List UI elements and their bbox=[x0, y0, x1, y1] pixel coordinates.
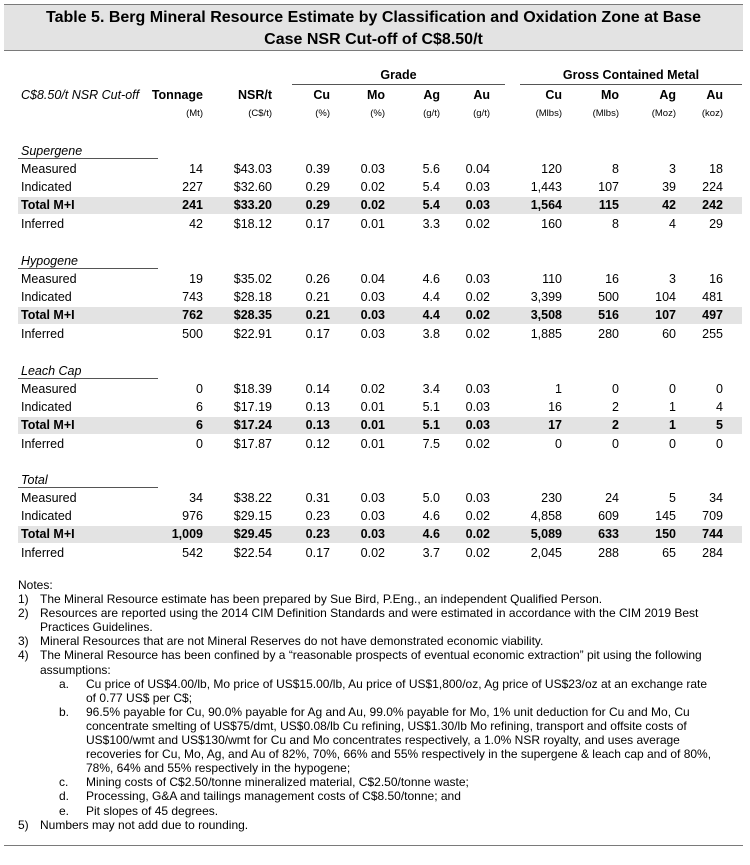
note-text: US$100/wmt and US$130/wmt for Cu and Mo concentrates respectively, a 1.0% NSR royalty, and uses average bbox=[86, 733, 680, 748]
table-cell: 0.03 bbox=[360, 308, 385, 323]
table-cell: 29 bbox=[709, 216, 723, 231]
table-cell: 0 bbox=[612, 382, 619, 396]
notes-heading: Notes: bbox=[18, 578, 53, 592]
table-cell: 224 bbox=[702, 180, 723, 195]
table-cell: 4.6 bbox=[422, 527, 440, 542]
table-cell: 0.26 bbox=[305, 272, 330, 286]
table-cell: 4,858 bbox=[530, 509, 562, 524]
table-cell: 5.0 bbox=[422, 491, 440, 505]
note-text: Resources are reported using the 2014 CIM Definition Standards and were estimated in accordance with the CIM 2019 Best bbox=[40, 606, 699, 621]
table-cell: 18 bbox=[709, 162, 723, 176]
table-cell: 0.13 bbox=[305, 418, 330, 433]
column-header: NSR/t bbox=[237, 88, 272, 102]
table-cell: 0.12 bbox=[305, 436, 330, 451]
note-text: Cu price of US$4.00/lb, Mo price of US$15.00/lb, Au price of US$1,800/oz, Ag price of US$23/oz at an exchange rate bbox=[86, 676, 708, 691]
table-cell: 0.02 bbox=[465, 509, 490, 524]
table-cell: 762 bbox=[182, 308, 203, 323]
table-cell: 34 bbox=[189, 491, 203, 505]
table-cell: 0 bbox=[716, 382, 723, 396]
table-cell: 0 bbox=[716, 436, 723, 451]
table-cell: 110 bbox=[542, 272, 562, 286]
table-cell: 516 bbox=[598, 308, 619, 323]
note-marker: a. bbox=[59, 676, 70, 691]
table-cell: 7.5 bbox=[422, 436, 440, 451]
table-cell: 0.02 bbox=[465, 436, 490, 451]
table-cell: 19 bbox=[189, 272, 203, 286]
table-cell: 0.03 bbox=[465, 491, 490, 505]
column-header: Au bbox=[706, 88, 723, 102]
table-cell: 5.1 bbox=[422, 418, 440, 433]
note-line bbox=[18, 719, 743, 733]
row-label: Measured bbox=[21, 272, 77, 286]
table-cell: 3.3 bbox=[422, 216, 440, 231]
table-cell: 0.04 bbox=[465, 162, 490, 176]
table-cell: 0.39 bbox=[305, 162, 330, 176]
table-cell: $29.15 bbox=[233, 509, 272, 524]
table-title-line-2: Case NSR Cut-off of C$8.50/t bbox=[264, 31, 483, 48]
note-text: Mining costs of C$2.50/tonne mineralized material, C$2.50/tonne waste; bbox=[86, 775, 469, 790]
table-cell: 288 bbox=[598, 545, 619, 560]
table-cell: 0.17 bbox=[305, 216, 330, 231]
table-cell: 0.23 bbox=[305, 509, 330, 524]
table-cell: $17.19 bbox=[233, 400, 272, 415]
note-marker: d. bbox=[59, 789, 70, 804]
table-cell: 0.17 bbox=[305, 326, 330, 341]
table-cell: 0.17 bbox=[305, 545, 330, 560]
table-cell: 4 bbox=[669, 216, 676, 231]
note-text: assumptions: bbox=[40, 662, 111, 677]
table-cell: 5.6 bbox=[422, 162, 440, 176]
note-text: Numbers may not add due to rounding. bbox=[40, 817, 249, 832]
table-cell: 16 bbox=[709, 272, 723, 286]
table-cell: 0.02 bbox=[360, 382, 385, 396]
table-cell: 255 bbox=[702, 326, 723, 341]
table-cell: 633 bbox=[598, 527, 619, 542]
table-cell: 3,399 bbox=[530, 290, 562, 305]
table-cell: 0.04 bbox=[360, 272, 385, 286]
table-cell: 0.02 bbox=[465, 527, 490, 542]
table-title bbox=[4, 4, 743, 51]
row-label: Total M+I bbox=[21, 527, 75, 542]
table-cell: 0 bbox=[555, 436, 562, 451]
row-label: Indicated bbox=[21, 400, 72, 415]
table-cell: 8 bbox=[612, 162, 619, 176]
table-cell: 4.4 bbox=[422, 290, 440, 305]
note-line bbox=[18, 592, 743, 606]
column-header: Ag bbox=[423, 88, 440, 102]
table-cell: $28.18 bbox=[233, 290, 272, 305]
table-cell: 0.02 bbox=[465, 290, 490, 305]
table-cell: $22.54 bbox=[233, 545, 272, 560]
note-text: recoveries for Cu, Mo, Ag, and Au of 82%, 70%, 66% and 55% respectively in the supergene & leach cap and of 80%, bbox=[86, 747, 712, 762]
table-cell: 0.02 bbox=[465, 216, 490, 231]
table-cell: 4.6 bbox=[422, 509, 440, 524]
table-cell: 0.03 bbox=[465, 418, 490, 433]
column-header: Mo bbox=[366, 88, 385, 102]
grade-group-rule bbox=[292, 84, 505, 85]
note-marker: c. bbox=[59, 775, 69, 790]
section-rule bbox=[18, 378, 158, 379]
table-cell: 120 bbox=[541, 162, 562, 176]
table-cell: 60 bbox=[662, 326, 676, 341]
table-cell: 280 bbox=[598, 326, 619, 341]
table-cell: $43.03 bbox=[233, 162, 272, 176]
table-cell: 1,009 bbox=[171, 527, 203, 542]
table-cell: 0 bbox=[669, 436, 676, 451]
table-cell: 6 bbox=[196, 418, 203, 433]
note-line bbox=[18, 691, 743, 705]
table-cell: $17.24 bbox=[233, 418, 272, 433]
table-cell: 0.03 bbox=[465, 382, 490, 396]
bottom-rule bbox=[4, 845, 743, 846]
column-unit: (koz) bbox=[701, 108, 723, 119]
table-cell: 1,885 bbox=[530, 326, 562, 341]
note-marker: 2) bbox=[18, 606, 29, 621]
row-label: Indicated bbox=[21, 509, 72, 524]
table-cell: 3 bbox=[669, 272, 676, 286]
note-line bbox=[18, 648, 743, 662]
table-cell: $28.35 bbox=[233, 308, 272, 323]
column-unit: (g/t) bbox=[423, 108, 440, 119]
note-text: concentrate smelting of US$75/dmt, US$0.08/lb Cu refining, US$1.30/lb Mo refining, transport and offsite costs of bbox=[86, 718, 687, 733]
column-unit: (%) bbox=[315, 108, 330, 119]
table-cell: 481 bbox=[702, 290, 723, 305]
table-cell: 0.02 bbox=[465, 545, 490, 560]
table-cell: 5.4 bbox=[422, 180, 440, 195]
row-label: Measured bbox=[21, 162, 77, 176]
column-header: Ag bbox=[659, 88, 676, 102]
row-label: Total M+I bbox=[21, 308, 75, 323]
table-cell: 230 bbox=[541, 491, 562, 505]
note-text: 78%, 64% and 55% respectively in the hypogene; bbox=[86, 761, 351, 776]
table-title-line-1: Table 5. Berg Mineral Resource Estimate by Classification and Oxidation Zone at Base bbox=[46, 9, 701, 26]
table-cell: 107 bbox=[598, 180, 619, 195]
column-unit: (Moz) bbox=[651, 108, 676, 119]
table-cell: 744 bbox=[702, 527, 723, 542]
row-label: Inferred bbox=[21, 326, 65, 341]
table-cell: 0.03 bbox=[465, 272, 490, 286]
note-line bbox=[18, 789, 743, 803]
row-label: Total M+I bbox=[21, 418, 75, 433]
column-unit: (Mlbs) bbox=[535, 108, 562, 119]
column-header: Cu bbox=[545, 88, 562, 102]
table-cell: 241 bbox=[182, 198, 203, 213]
note-text: The Mineral Resource estimate has been prepared by Sue Bird, P.Eng., an independent Qualified Person. bbox=[40, 592, 603, 607]
section-heading: Leach Cap bbox=[21, 364, 82, 378]
section-rule bbox=[18, 158, 158, 159]
table-cell: 34 bbox=[709, 491, 723, 505]
table-cell: 115 bbox=[598, 198, 619, 213]
table-cell: 0.13 bbox=[305, 400, 330, 415]
note-text: of 0.77 US$ per C$; bbox=[86, 690, 193, 705]
note-line bbox=[18, 818, 743, 832]
note-text: 96.5% payable for Cu, 90.0% payable for Ag and Au, 99.0% payable for Mo, 1% unit deduction for Cu and Mo, Cu bbox=[86, 704, 690, 719]
note-line bbox=[18, 677, 743, 691]
row-label: Inferred bbox=[21, 216, 65, 231]
table-cell: 2 bbox=[612, 418, 619, 433]
table-cell: 0 bbox=[196, 382, 203, 396]
table-cell: 0.29 bbox=[305, 180, 330, 195]
note-line bbox=[18, 747, 743, 761]
row-label: Measured bbox=[21, 382, 77, 396]
table-cell: 104 bbox=[655, 290, 676, 305]
note-text: The Mineral Resource has been confined by a “reasonable prospects of eventual economic extraction” pit using the following bbox=[40, 648, 702, 663]
table-cell: 0 bbox=[196, 436, 203, 451]
note-text: Pit slopes of 45 degrees. bbox=[86, 803, 219, 818]
note-line bbox=[18, 804, 743, 818]
table-cell: 5,089 bbox=[530, 527, 562, 542]
grade-group-header: Grade bbox=[380, 68, 417, 82]
table-cell: 0.23 bbox=[305, 527, 330, 542]
table-cell: 5 bbox=[669, 491, 676, 505]
table-cell: 0.03 bbox=[360, 527, 385, 542]
table-cell: 500 bbox=[598, 290, 619, 305]
column-header: Tonnage bbox=[151, 88, 203, 102]
table-cell: 3.4 bbox=[422, 382, 440, 396]
table-cell: 0.02 bbox=[360, 198, 385, 213]
table-cell: 42 bbox=[662, 198, 676, 213]
table-cell: 0.01 bbox=[360, 418, 385, 433]
table-cell: 0.02 bbox=[360, 180, 385, 195]
note-line bbox=[18, 634, 743, 648]
table-cell: 609 bbox=[598, 509, 619, 524]
table-cell: 160 bbox=[541, 216, 562, 231]
table-cell: 0.03 bbox=[360, 491, 385, 505]
row-label-header: C$8.50/t NSR Cut-off bbox=[21, 88, 140, 102]
row-label: Inferred bbox=[21, 545, 65, 560]
table-cell: 0.03 bbox=[465, 400, 490, 415]
note-marker: 3) bbox=[18, 634, 29, 649]
table-cell: 6 bbox=[196, 400, 203, 415]
metal-group-rule bbox=[520, 84, 742, 85]
table-cell: 16 bbox=[605, 272, 619, 286]
column-header: Mo bbox=[600, 88, 619, 102]
table-cell: 0.03 bbox=[360, 326, 385, 341]
table-cell: $22.91 bbox=[233, 326, 272, 341]
table-cell: 0.01 bbox=[360, 400, 385, 415]
table-cell: 1 bbox=[669, 418, 676, 433]
table-cell: 0.02 bbox=[465, 326, 490, 341]
table-cell: 0.02 bbox=[360, 545, 385, 560]
note-marker: 5) bbox=[18, 817, 29, 832]
table-cell: 3.8 bbox=[422, 326, 440, 341]
column-unit: (Mlbs) bbox=[592, 108, 619, 119]
section-rule bbox=[18, 268, 158, 269]
table-cell: 8 bbox=[612, 216, 619, 231]
table-cell: 284 bbox=[702, 545, 723, 560]
row-label: Indicated bbox=[21, 290, 72, 305]
table-cell: 0.21 bbox=[305, 308, 330, 323]
table-cell: 4.6 bbox=[422, 272, 440, 286]
notes bbox=[18, 578, 743, 832]
table-cell: 150 bbox=[655, 527, 676, 542]
table-cell: 5.4 bbox=[422, 198, 440, 213]
table-cell: 709 bbox=[702, 509, 723, 524]
table-cell: 0 bbox=[612, 436, 619, 451]
table-cell: $17.87 bbox=[233, 436, 272, 451]
note-line bbox=[18, 775, 743, 789]
section-heading: Total bbox=[21, 473, 48, 487]
column-unit: (Mt) bbox=[186, 108, 203, 119]
note-line bbox=[18, 663, 743, 677]
table-cell: 0 bbox=[669, 382, 676, 396]
table-cell: $35.02 bbox=[233, 272, 272, 286]
note-text: Processing, G&A and tailings management costs of C$8.50/tonne; and bbox=[86, 789, 461, 804]
table-cell: 242 bbox=[702, 198, 723, 213]
table-cell: 1,564 bbox=[530, 198, 562, 213]
note-marker: 1) bbox=[18, 592, 29, 607]
table-cell: 542 bbox=[182, 545, 203, 560]
table-cell: 0.31 bbox=[305, 491, 330, 505]
column-header: Cu bbox=[313, 88, 330, 102]
row-label: Inferred bbox=[21, 436, 65, 451]
section-heading: Hypogene bbox=[21, 254, 78, 268]
table-cell: 3 bbox=[669, 162, 676, 176]
note-line bbox=[18, 705, 743, 719]
table-cell: 0.14 bbox=[305, 382, 330, 396]
table-cell: 0.03 bbox=[465, 198, 490, 213]
table-cell: 1,443 bbox=[530, 180, 562, 195]
table-cell: 0.29 bbox=[305, 198, 330, 213]
table-cell: 0.02 bbox=[465, 308, 490, 323]
row-label: Total M+I bbox=[21, 198, 75, 213]
table-cell: 107 bbox=[655, 308, 676, 323]
table-cell: 0.03 bbox=[360, 162, 385, 176]
metal-group-header: Gross Contained Metal bbox=[562, 68, 700, 82]
table-cell: 24 bbox=[605, 491, 619, 505]
table-cell: 5.1 bbox=[422, 400, 440, 415]
table-cell: $38.22 bbox=[233, 491, 272, 505]
note-marker: 4) bbox=[18, 648, 29, 663]
note-marker: e. bbox=[59, 803, 70, 818]
section-rule bbox=[18, 487, 158, 488]
note-text: Practices Guidelines. bbox=[40, 620, 153, 635]
table-cell: 3,508 bbox=[530, 308, 562, 323]
table-cell: 1 bbox=[555, 382, 562, 396]
note-line bbox=[18, 733, 743, 747]
note-line bbox=[18, 606, 743, 620]
table-cell: 14 bbox=[189, 162, 203, 176]
table-cell: 42 bbox=[189, 216, 203, 231]
note-line bbox=[18, 761, 743, 775]
table-cell: $33.20 bbox=[233, 198, 272, 213]
table-cell: 500 bbox=[182, 326, 203, 341]
table-cell: 4 bbox=[716, 400, 723, 415]
table-cell: 0.03 bbox=[360, 509, 385, 524]
column-unit: (C$/t) bbox=[248, 108, 272, 119]
table-cell: 497 bbox=[702, 308, 723, 323]
table-cell: 17 bbox=[548, 418, 562, 433]
table-cell: 65 bbox=[662, 545, 676, 560]
table-cell: 0.01 bbox=[360, 216, 385, 231]
table-cell: 3.7 bbox=[422, 545, 440, 560]
table-cell: 145 bbox=[655, 509, 676, 524]
table-cell: 2,045 bbox=[530, 545, 562, 560]
section-heading: Supergene bbox=[21, 144, 83, 158]
row-label: Measured bbox=[21, 491, 77, 505]
table-cell: 1 bbox=[669, 400, 676, 415]
table-cell: $29.45 bbox=[233, 527, 272, 542]
note-marker: b. bbox=[59, 704, 70, 719]
note-text: Mineral Resources that are not Mineral Reserves do not have demonstrated economic viability. bbox=[40, 634, 544, 649]
table-cell: $32.60 bbox=[233, 180, 272, 195]
table-cell: 16 bbox=[548, 400, 562, 415]
table-cell: 976 bbox=[182, 509, 203, 524]
table-cell: $18.39 bbox=[233, 382, 272, 396]
table-cell: 4.4 bbox=[422, 308, 440, 323]
row-label: Indicated bbox=[21, 180, 72, 195]
table-cell: 743 bbox=[182, 290, 203, 305]
table-cell: 227 bbox=[182, 180, 203, 195]
note-line bbox=[18, 620, 743, 634]
column-unit: (%) bbox=[370, 108, 385, 119]
table-cell: 5 bbox=[716, 418, 723, 433]
table-cell: 0.21 bbox=[305, 290, 330, 305]
column-header: Au bbox=[473, 88, 490, 102]
table-cell: 0.03 bbox=[465, 180, 490, 195]
table-cell: 39 bbox=[662, 180, 676, 195]
column-unit: (g/t) bbox=[473, 108, 490, 119]
table-cell: 0.01 bbox=[360, 436, 385, 451]
table-cell: 0.03 bbox=[360, 290, 385, 305]
table-cell: 2 bbox=[612, 400, 619, 415]
table-cell: $18.12 bbox=[233, 216, 272, 231]
